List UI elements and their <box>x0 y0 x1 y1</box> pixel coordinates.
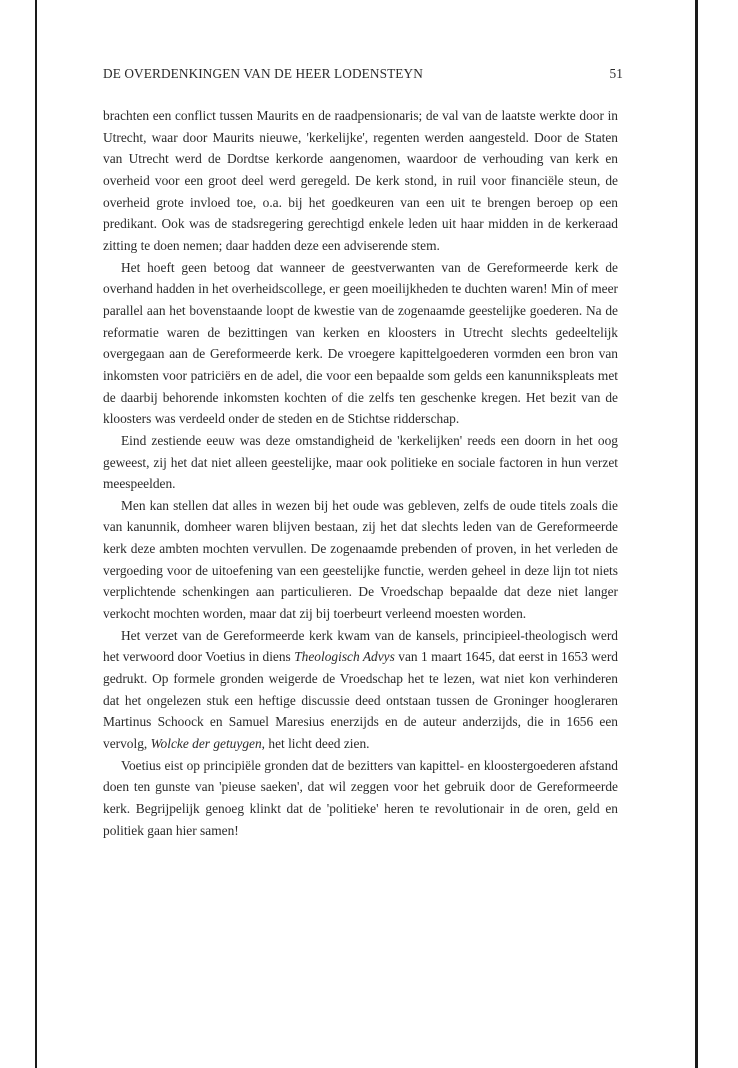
page-number: 51 <box>609 66 623 81</box>
paragraph-2: Het hoeft geen betoog dat wanneer de geestverwanten van de Gereformeerde kerk de overhand hadden in het overheidscollege, er geen moeilijkheden te duchten waren! Min of meer parallel aan het bovenstaande loopt de kwestie van de zogenaamde geestelijke goederen. Na de reformatie waren de bezittingen van kerken en kloosters in Utrecht slechts gedeeltelijk overgegaan aan de Gereformeerde kerk. De vroegere kapittelgoederen vormden een bron van inkomsten voor patriciërs en de adel, die voor een bepaalde som gelds een kanunnikspleats met de daarbij behorende inkomsten kochten of die zelfs ten geschenke kregen. Het bezit van de kloosters was verdeeld onder de steden en de Stichtse ridderschap. <box>103 259 618 427</box>
paragraph-3: Eind zestiende eeuw was deze omstandigheid de 'kerkelijken' reeds een doorn in het oog geweest, zij het dat niet alleen geestelijke, maar ook politieke en sociale factoren in hun verzet meespeelden. <box>103 432 618 492</box>
left-page-edge <box>35 0 37 1068</box>
paragraph-5-text-a: Het verzet van de Gereformeerde kerk kwam van de kansels, principieel-theologisch werd het verwoord door Voetius in diens <box>103 627 618 665</box>
paragraph-6: Voetius eist op principiële gronden dat de bezitters van kapittel- en kloostergoederen afstand doen ten gunste van 'pieuse saeken', dat wil zeggen voor het gebruik door de Gereformeerde kerk. Begrijpelijk genoeg klinkt dat de 'politieke' heren te revolutionair in de oren, geld en politiek gaan hier samen! <box>103 757 618 838</box>
paragraph-4: Men kan stellen dat alles in wezen bij het oude was gebleven, zelfs de oude titels zoals die van kanunnik, domheer waren blijven bestaan, zij het dat slechts leden van de Gereformeerde kerk deze ambten mochten vervullen. De zogenaamde prebenden of proven, in het verleden de vergoeding voor de uitoefening van een geestelijke functie, werden geheel in deze lijn tot niets verplichtende schenkingen aan particulieren. De Vroedschap bepaalde dat deze niet langer verkocht mochten worden, maar dat zij bij toerbeurt verleend moesten worden. <box>103 497 618 622</box>
paragraph-5-text-c: , het licht deed zien. <box>261 736 370 752</box>
body-text <box>103 105 618 841</box>
book-title-wolcke-der-getuygen: Wolcke der getuygen <box>150 736 262 752</box>
paragraph-5-text-b: van 1 maart 1645, dat eerst in 1653 werd gedrukt. Op formele gronden weigerde de Vroedschap het te lezen, wat niet kon verhinderen dat het ongelezen stuk een heftige discussie deed ontstaan tussen de Groninger hoogleraren Martinus Schoock en Samuel Maresius enerzijds en de auteur anderzijds, die in 1656 een vervolg, <box>103 649 619 752</box>
running-title: DE OVERDENKINGEN VAN DE HEER LODENSTEYN <box>103 66 423 81</box>
right-page-edge <box>695 0 698 1068</box>
book-title-theologisch-advys: Theologisch Advys <box>294 649 395 665</box>
paragraph-1: brachten een conflict tussen Maurits en de raadpensionaris; de val van de laatste werkte door in Utrecht, waar door Maurits nieuwe, 'kerkelijke', regenten werden aangesteld. Door de Staten van Utrecht werd de Dordtse kerkorde aangenomen, waardoor de verhouding van kerk en overheid voor een groot deel werd geregeld. De kerk stond, in ruil voor financiële steun, de overheid grote invloed toe, o.a. bij het goedkeuren van een uit te brengen beroep op een predikant. Ook was de stadsregering gerechtigd enkele leden uit haar midden in de kerkeraad zitting te doen nemen; daar hadden deze een adviserende stem. <box>103 108 618 253</box>
paragraph-5 <box>103 625 618 755</box>
